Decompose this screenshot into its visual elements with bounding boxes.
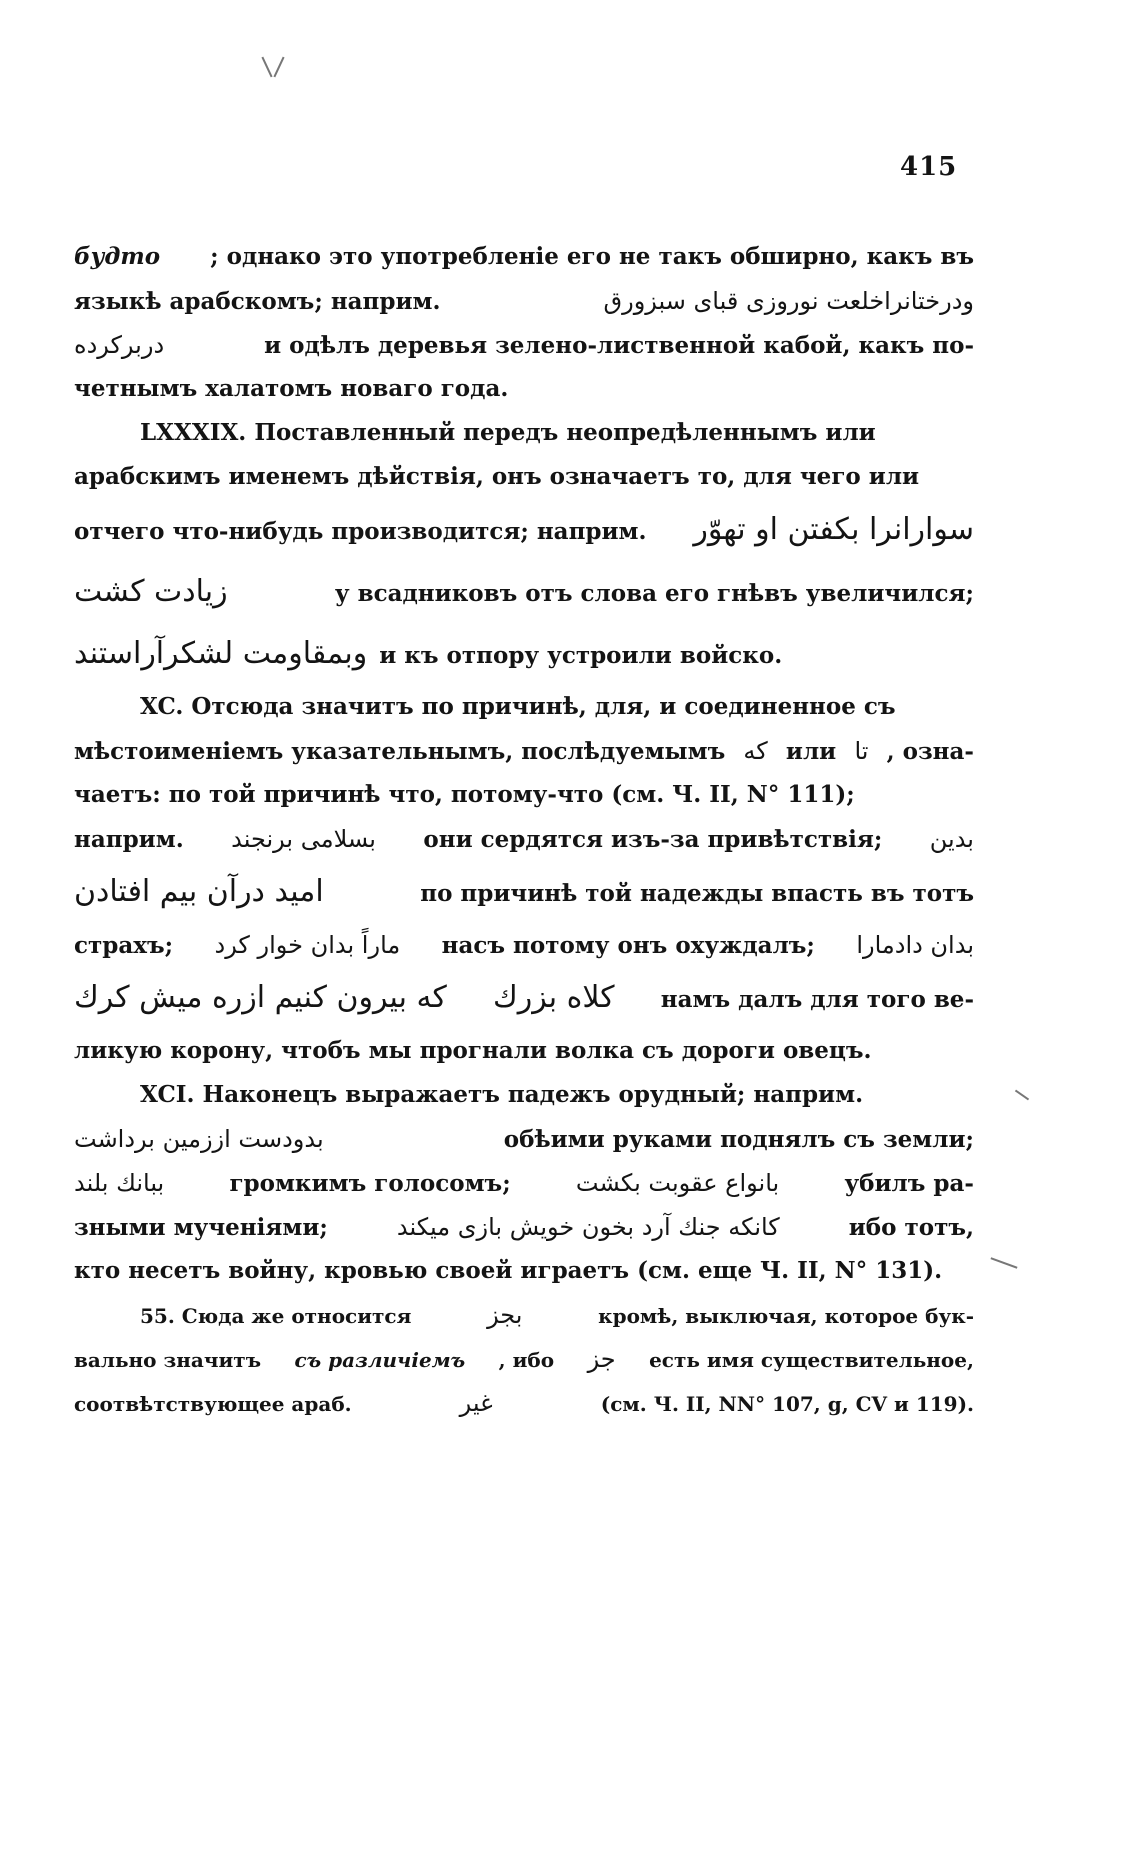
scan-mark [261, 57, 272, 78]
text-line [74, 861, 974, 923]
text-segment: зными мученіями; [74, 1214, 328, 1241]
text-segment: языкѣ арабскомъ; наприм. [74, 288, 441, 315]
text-segment: , ибо [498, 1348, 555, 1372]
text-segment: отчего что-нибудь производится; наприм. [74, 518, 647, 545]
persian-text: بانواع عقوبت بكشت [575, 1169, 780, 1197]
text-segment: , озна- [886, 738, 974, 765]
text-segment: вально значитъ [74, 1348, 262, 1372]
scan-mark [1015, 1090, 1029, 1101]
text-segment: 55. Сюда же относится [140, 1304, 412, 1328]
scan-mark [991, 1257, 1018, 1268]
text-line [74, 455, 974, 499]
text-segment: XC. Отсюда значитъ по причинѣ, для, и соединенное съ [140, 693, 896, 720]
text-segment: страхъ; [74, 932, 174, 959]
text-line [74, 1205, 974, 1249]
text-segment: соотвѣтствующее араб. [74, 1392, 352, 1416]
persian-text: بدان دادمارا [856, 931, 974, 959]
text-segment: обѣими руками поднялъ съ земли; [503, 1126, 974, 1153]
text-segment: чаетъ: по той причинѣ что, потому-что (см. Ч. II, N° 111); [74, 781, 855, 808]
persian-text: جز [587, 1345, 616, 1373]
persian-text: غير [459, 1389, 493, 1417]
text-segment: (см. Ч. II, NN° 107, g, CV и 119). [600, 1392, 974, 1416]
text-segment: и къ отпору устроили войско. [379, 642, 783, 669]
text-segment: мѣстоименіемъ указательнымъ, послѣдуемымъ [74, 738, 726, 765]
text-line [74, 1249, 974, 1293]
persian-text: تا [854, 737, 869, 765]
persian-text: وبمقاومت لشكرآراستند [74, 636, 368, 671]
text-segment: ибо тотъ, [848, 1214, 974, 1241]
persian-text: دربركرده [74, 331, 165, 359]
text-line [74, 967, 974, 1029]
text-line [74, 1161, 974, 1205]
persian-text: ماراً بدان خوار كرد [214, 931, 401, 959]
text-line [74, 923, 974, 967]
persian-text: سوارانرا بكفتن او تهوّر [693, 512, 974, 547]
text-segment: четнымъ халатомъ новаго года. [74, 375, 509, 402]
section-heading-lxxxix [74, 411, 974, 455]
persian-text: بدودست اززمين برداشت [74, 1125, 324, 1153]
persian-text: كه [743, 737, 768, 765]
text-segment: кто несетъ войну, кровью своей играетъ (см. еще Ч. II, N° 131). [74, 1257, 943, 1284]
text-segment: LXXXIX. Поставленный передъ неопредѣленнымъ или [140, 419, 876, 446]
text-segment: съ различіемъ [294, 1348, 466, 1372]
text-line [74, 279, 974, 323]
text-segment: убилъ ра- [844, 1170, 974, 1197]
persian-text: كه بيرون كنيم ازره ميش كرك [74, 980, 447, 1015]
text-line [74, 323, 974, 367]
text-line [74, 623, 974, 685]
text-segment: громкимъ голосомъ; [229, 1170, 511, 1197]
persian-text: زيادت كشت [74, 574, 228, 609]
text-segment: по причинѣ той надежды впасть въ тотъ [420, 880, 974, 907]
persian-text: بجز [487, 1301, 523, 1329]
text-segment: наприм. [74, 826, 184, 853]
text-segment: есть имя существительное, [649, 1348, 974, 1372]
text-line [74, 817, 974, 861]
text-line [74, 561, 974, 623]
text-segment: и одѣлъ деревья зелено-лиственной кабой, какъ по- [264, 332, 974, 359]
persian-text: ببانك بلند [74, 1169, 165, 1197]
text-segment: у всадниковъ отъ слова его гнѣвъ увеличился; [334, 580, 974, 607]
text-segment: кромѣ, выключая, которое бук- [598, 1304, 974, 1328]
text-segment: или [785, 738, 837, 765]
persian-text: اميد درآن بيم افتادن [74, 874, 324, 909]
text-segment: арабскимъ именемъ дѣйствія, онъ означаетъ то, для чего или [74, 463, 920, 490]
text-line [74, 1381, 974, 1425]
persian-text: كانكه جنك آرد بخون خويش بازى ميكند [396, 1213, 780, 1241]
text-line [74, 499, 974, 561]
text-segment: насъ потому онъ охуждалъ; [441, 932, 815, 959]
text-segment: они сердятся изъ-за привѣтствія; [423, 826, 883, 853]
text-segment: ; однако это употребленіе его не такъ обширно, какъ въ [210, 243, 974, 270]
scan-mark [273, 57, 284, 78]
text-segment: XCI. Наконецъ выражаетъ падежъ орудный; наприм. [140, 1081, 864, 1108]
page-number: 415 [900, 152, 958, 182]
persian-text: بدين [929, 825, 974, 853]
text-line [74, 729, 974, 773]
persian-text: ودرختانراخلعت نوروزى قباى سبزورق [603, 287, 974, 315]
persian-text: بسلامى برنجند [231, 825, 376, 853]
text-line [74, 773, 974, 817]
section-heading-55 [74, 1293, 974, 1337]
text-line [74, 367, 974, 411]
text-line [74, 1029, 974, 1073]
body-text [74, 235, 974, 1425]
persian-text: كلاه بزرك [493, 980, 615, 1015]
section-heading-xci [74, 1073, 974, 1117]
text-line [74, 235, 974, 279]
text-segment: ликую корону, чтобъ мы прогнали волка съ дороги овецъ. [74, 1037, 872, 1064]
text-segment: намъ далъ для того ве- [660, 986, 974, 1013]
text-segment: будто [74, 243, 161, 270]
section-heading-xc [74, 685, 974, 729]
text-line [74, 1117, 974, 1161]
text-line [74, 1337, 974, 1381]
